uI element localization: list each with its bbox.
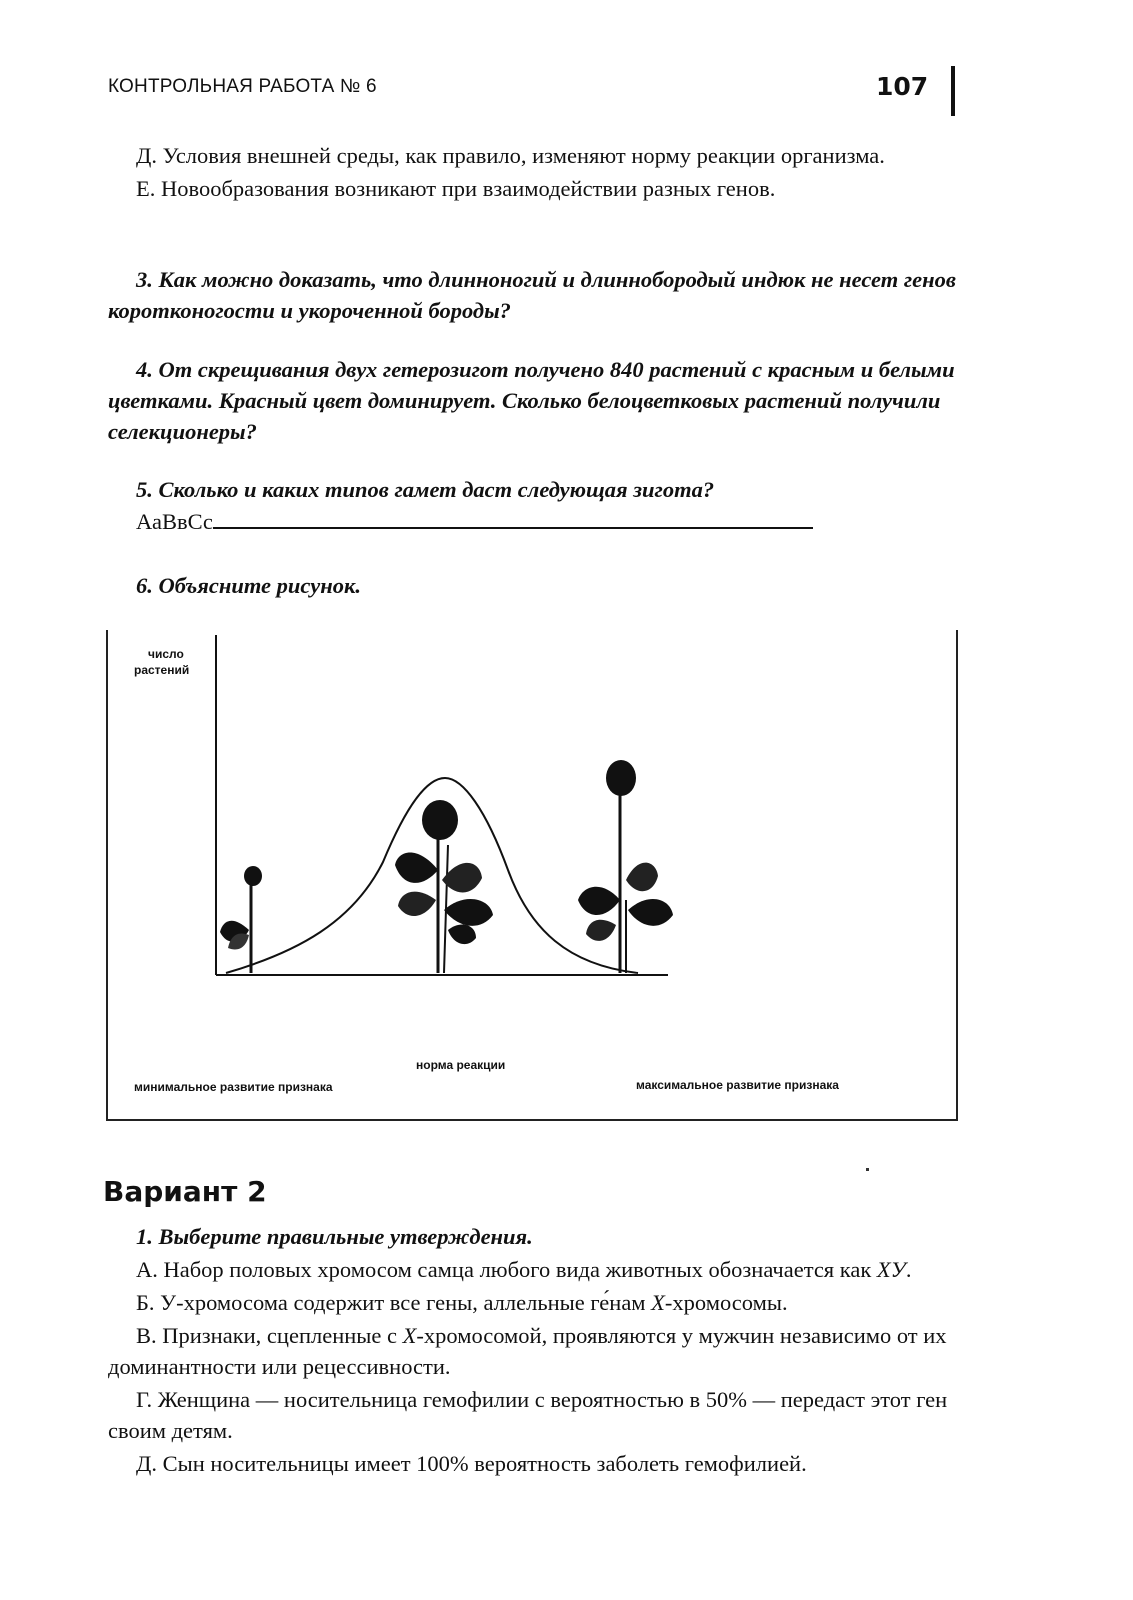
y-axis-label-line1: число [148,647,184,661]
statement-e: Е. Новообразования возникают при взаимодействии разных генов. [136,176,776,201]
reaction-norm-figure [106,630,958,1121]
header-rule [951,66,955,116]
statement-d: Д. Условия внешней среды, как правило, изменяют норму реакции организма. [136,143,885,168]
medium-plant-icon [395,800,493,973]
print-speck [866,1168,869,1171]
question-5 [108,474,960,537]
question-4-text: 4. От скрещивания двух гетерозигот получено 840 растений с красным и белыми цветками. Красный цвет доминирует. Сколько белоцветковых растений получили селекционеры? [108,357,955,444]
statement-g: Г. Женщина — носительница гемофилии с вероятностью в 50% — передаст этот ген своим детям. [108,1387,948,1443]
question-5-text: 5. Сколько и каких типов гамет даст следующая зигота? [136,477,715,502]
running-header: КОНТРОЛЬНАЯ РАБОТА № 6 [108,76,377,97]
small-plant-icon [220,866,262,973]
page-number: 107 [876,72,929,101]
statement-a: А. Набор половых хромосом самца любого вида животных обозначается как ХУ. [136,1257,912,1282]
min-label: минимальное развитие признака [134,1080,333,1094]
statement-c: В. Признаки, сцепленные с Х-хромосомой, проявляются у мужчин независимо от их доминантности или рецессивности. [108,1323,947,1379]
question-6-text: 6. Объясните рисунок. [136,573,362,598]
statement-d2: Д. Сын носительницы имеет 100% вероятность заболеть гемофилией. [136,1451,807,1476]
task-1-prompt: 1. Выберите правильные утверждения. [136,1224,533,1249]
top-statements [108,140,960,204]
genotype: АаВвСс [136,509,213,534]
statement-b: Б. У-хромосома содержит все гены, аллельные ге́нам Х-хромосомы. [136,1290,788,1315]
answer-line[interactable] [213,505,813,529]
y-axis-label-line2: растений [134,663,190,677]
max-label: максимальное развитие признака [636,1078,839,1092]
question-5-answer-row [108,505,960,537]
question-6 [108,570,960,601]
question-3-text: 3. Как можно доказать, что длинноногий и длиннобородый индюк не несет генов коротконогости и укороченной бороды? [108,267,956,323]
question-4 [108,354,960,447]
reaction-norm-drawing [108,630,956,1119]
question-3 [108,264,960,326]
variant-2-title: Вариант 2 [103,1175,267,1208]
variant-2-task-1 [108,1221,960,1479]
tall-plant-icon [578,760,673,973]
curve-label: норма реакции [416,1058,506,1072]
